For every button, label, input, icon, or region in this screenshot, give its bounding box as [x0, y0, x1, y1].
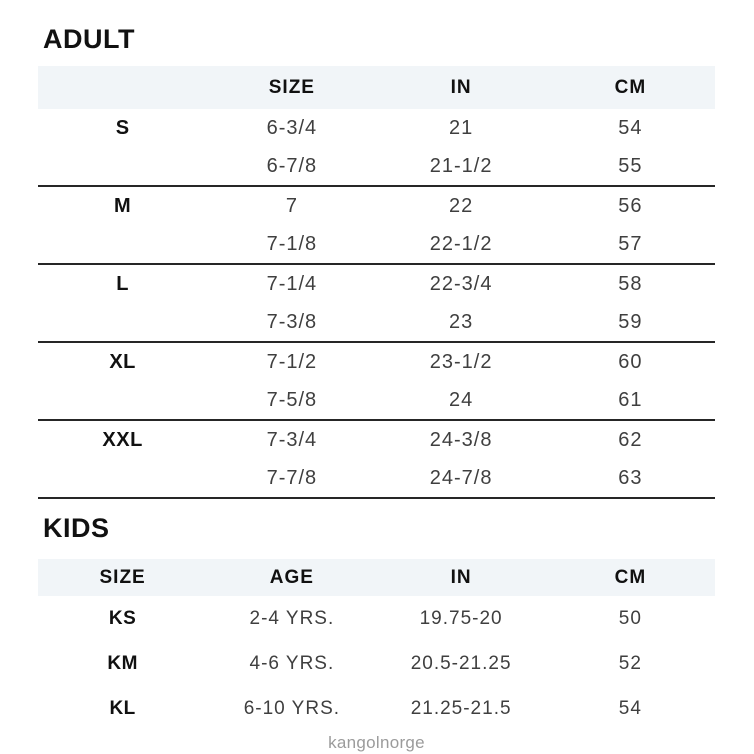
site-watermark: kangolnorge — [328, 733, 425, 753]
cell-in: 21.25-21.5 — [410, 697, 512, 719]
cell-size: 7 — [285, 194, 298, 217]
column-header-in: IN — [450, 76, 472, 98]
adult-size-table — [38, 66, 715, 499]
table-row — [38, 343, 715, 381]
kids-size-table — [38, 559, 715, 731]
column-header-cm: CM — [614, 566, 647, 588]
size-label: XL — [109, 350, 136, 373]
cell-cm: 63 — [618, 466, 643, 489]
column-header-size: SIZE — [268, 76, 315, 98]
cell-in: 24-7/8 — [429, 466, 493, 489]
cell-in: 22 — [449, 194, 474, 217]
table-row — [38, 187, 715, 225]
cell-size: 6-7/8 — [266, 154, 318, 177]
cell-in: 19.75-20 — [419, 607, 503, 629]
cell-size: 6-3/4 — [266, 116, 318, 139]
cell-cm: 54 — [618, 116, 643, 139]
cell-cm: 59 — [618, 310, 643, 333]
size-label: M — [114, 194, 132, 217]
cell-in: 23 — [449, 310, 474, 333]
cell-cm: 57 — [618, 232, 643, 255]
cell-in: 22-3/4 — [429, 272, 493, 295]
table-row — [38, 225, 715, 263]
cell-cm: 62 — [618, 428, 643, 451]
size-group-xl — [38, 343, 715, 421]
size-label: L — [116, 272, 129, 295]
cell-in: 22-1/2 — [429, 232, 493, 255]
cell-age: 2-4 YRS. — [249, 607, 335, 629]
cell-size: 7-3/4 — [266, 428, 318, 451]
table-row — [38, 596, 715, 641]
cell-size: 7-7/8 — [266, 466, 318, 489]
cell-size: 7-1/2 — [266, 350, 318, 373]
cell-cm: 58 — [618, 272, 643, 295]
cell-age: 6-10 YRS. — [243, 697, 341, 719]
column-header-size: SIZE — [99, 566, 146, 588]
size-label: KM — [107, 652, 138, 674]
cell-size: 7-5/8 — [266, 388, 318, 411]
table-row — [38, 109, 715, 147]
size-label: KL — [109, 697, 136, 719]
cell-cm: 61 — [618, 388, 643, 411]
cell-age: 4-6 YRS. — [249, 652, 335, 674]
cell-size: 7-1/8 — [266, 232, 318, 255]
cell-cm: 54 — [618, 697, 642, 719]
size-label: KS — [108, 607, 137, 629]
cell-in: 21-1/2 — [429, 154, 493, 177]
size-group-m — [38, 187, 715, 265]
kids-table-header — [38, 559, 715, 596]
table-row — [38, 265, 715, 303]
adult-section-title: ADULT — [43, 24, 135, 54]
table-row — [38, 381, 715, 419]
size-label: XXL — [102, 428, 143, 451]
size-label: S — [115, 116, 130, 139]
table-row — [38, 459, 715, 497]
cell-size: 7-3/8 — [266, 310, 318, 333]
cell-cm: 56 — [618, 194, 643, 217]
cell-cm: 52 — [618, 652, 642, 674]
cell-in: 23-1/2 — [429, 350, 493, 373]
table-row — [38, 303, 715, 341]
column-header-cm: CM — [614, 76, 647, 98]
cell-cm: 55 — [618, 154, 643, 177]
cell-in: 24 — [449, 388, 474, 411]
cell-in: 24-3/8 — [429, 428, 493, 451]
kids-section-title: KIDS — [43, 513, 110, 544]
cell-in: 21 — [449, 116, 474, 139]
adult-table-header — [38, 66, 715, 109]
table-row — [38, 421, 715, 459]
cell-cm: 60 — [618, 350, 643, 373]
table-row — [38, 686, 715, 731]
size-group-l — [38, 265, 715, 343]
column-header-age: AGE — [269, 566, 314, 588]
cell-size: 7-1/4 — [266, 272, 318, 295]
column-header-in: IN — [450, 566, 472, 588]
size-group-s — [38, 109, 715, 187]
cell-cm: 50 — [618, 607, 642, 629]
table-row — [38, 641, 715, 686]
cell-in: 20.5-21.25 — [410, 652, 512, 674]
table-row — [38, 147, 715, 185]
size-group-xxl — [38, 421, 715, 499]
